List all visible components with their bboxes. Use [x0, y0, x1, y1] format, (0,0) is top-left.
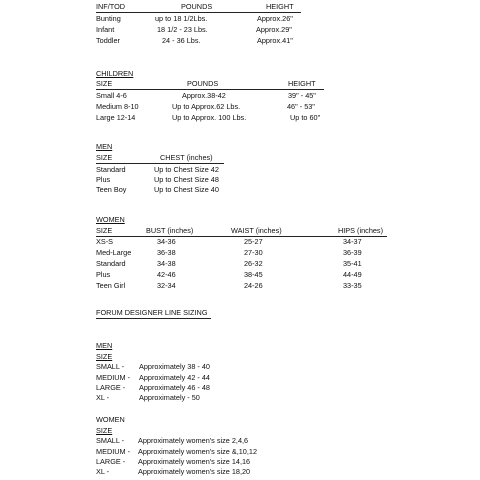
women-row-hips: 44-49 — [343, 270, 362, 279]
children-row-size: Large 12-14 — [96, 113, 136, 122]
inftod-header-pounds: POUNDS — [181, 2, 213, 11]
forum-men-row-value: Approximately - 50 — [139, 393, 200, 402]
children-row-pounds: Up to Approx.62 Lbs. — [172, 102, 241, 111]
inftod-header-height: HEIGHT — [266, 2, 294, 11]
forum-men-row-size: LARGE - — [96, 383, 126, 392]
children-header-size: SIZE — [96, 79, 113, 88]
forum-men-row-size: SMALL - — [96, 362, 125, 371]
children-row-height: 46" - 53" — [287, 102, 315, 111]
children-row-height: 39" - 45" — [288, 91, 316, 100]
children-header-pounds: POUNDS — [187, 79, 219, 88]
forum-women-row-size: XL - — [96, 467, 110, 476]
men-row-size: Teen Boy — [96, 185, 127, 194]
forum-women-row-value: Approximately women's size 2,4,6 — [138, 436, 249, 445]
women-row-size: Standard — [96, 259, 126, 268]
forum-women-row-size: MEDIUM - — [96, 447, 131, 456]
forum-women-size-label: SIZE — [96, 426, 113, 435]
women-row-waist: 27-30 — [244, 248, 263, 257]
inftod-row-size: Infant — [96, 25, 115, 34]
women-row-bust: 34-36 — [157, 237, 176, 246]
women-header-size: SIZE — [96, 226, 113, 235]
inftod-row-height: Approx.41" — [257, 36, 293, 45]
children-row-size: Small 4-6 — [96, 91, 127, 100]
forum-men-row-size: MEDIUM - — [96, 373, 131, 382]
children-header-height: HEIGHT — [288, 79, 316, 88]
women-header-bust: BUST (inches) — [146, 226, 194, 235]
children-row-height: Up to 60" — [290, 113, 321, 122]
children-row-pounds: Approx.38-42 — [182, 91, 226, 100]
women-row-waist: 38-45 — [244, 270, 263, 279]
inftod-row-height: Approx.29" — [256, 25, 292, 34]
women-row-waist: 25-27 — [244, 237, 263, 246]
forum-women-row-value: Approximately women's size 14,16 — [138, 457, 251, 466]
men-row-size: Plus — [96, 175, 111, 184]
women-row-size: Teen Girl — [96, 281, 126, 290]
inftod-row-pounds: 24 - 36 Lbs. — [162, 36, 201, 45]
inftod-row-size: Bunting — [96, 14, 121, 23]
men-header-chest: CHEST (inches) — [160, 153, 213, 162]
men-header-rule — [96, 163, 224, 164]
children-row-pounds: Up to Approx. 100 Lbs. — [172, 113, 247, 122]
children-row-size: Medium 8-10 — [96, 102, 139, 111]
women-row-hips: 33-35 — [343, 281, 362, 290]
children-title: CHILDREN — [96, 69, 134, 78]
women-row-size: XS-S — [96, 237, 114, 246]
women-row-waist: 26-32 — [244, 259, 263, 268]
forum-men-row-value: Approximately 46 - 48 — [139, 383, 210, 392]
men-header-size: SIZE — [96, 153, 113, 162]
women-row-bust: 42-46 — [157, 270, 176, 279]
women-row-bust: 36-38 — [157, 248, 176, 257]
inftod-header-rule — [96, 12, 301, 13]
forum-women-row-size: LARGE - — [96, 457, 126, 466]
women-header-hips: HIPS (inches) — [338, 226, 384, 235]
forum-title-rule — [96, 318, 211, 319]
men-row-chest: Up to Chest Size 40 — [154, 185, 219, 194]
inftod-row-height: Approx.26" — [257, 14, 293, 23]
men-row-chest: Up to Chest Size 42 — [154, 165, 219, 174]
women-row-size: Med-Large — [96, 248, 132, 257]
women-row-bust: 34-38 — [157, 259, 176, 268]
children-header-rule — [96, 89, 324, 90]
men-title: MEN — [96, 142, 113, 151]
men-row-size: Standard — [96, 165, 126, 174]
men-row-chest: Up to Chest Size 48 — [154, 175, 219, 184]
forum-men-row-size: XL - — [96, 393, 110, 402]
inftod-row-size: Toddler — [96, 36, 120, 45]
forum-men-row-value: Approximately 42 - 44 — [139, 373, 210, 382]
women-row-bust: 32-34 — [157, 281, 176, 290]
forum-men-title: MEN — [96, 341, 113, 350]
forum-women-row-value: Approximately women's size &,10,12 — [138, 447, 258, 456]
forum-women-row-size: SMALL - — [96, 436, 125, 445]
women-row-hips: 36-39 — [343, 248, 362, 257]
women-row-waist: 24-26 — [244, 281, 263, 290]
women-header-waist: WAIST (inches) — [231, 226, 282, 235]
women-row-hips: 34-37 — [343, 237, 362, 246]
inftod-header-size: INF/TOD — [96, 2, 126, 11]
women-row-hips: 35-41 — [343, 259, 362, 268]
forum-title: FORUM DESIGNER LINE SIZING — [96, 308, 208, 317]
inftod-row-pounds: up to 18 1/2Lbs. — [155, 14, 208, 23]
forum-men-row-value: Approximately 38 - 40 — [139, 362, 210, 371]
forum-men-size-label: SIZE — [96, 352, 113, 361]
forum-women-row-value: Approximately women's size 18,20 — [138, 467, 251, 476]
inftod-row-pounds: 18 1/2 - 23 Lbs. — [157, 25, 208, 34]
women-row-size: Plus — [96, 270, 111, 279]
forum-women-title: WOMEN — [96, 415, 125, 424]
women-title: WOMEN — [96, 215, 125, 224]
